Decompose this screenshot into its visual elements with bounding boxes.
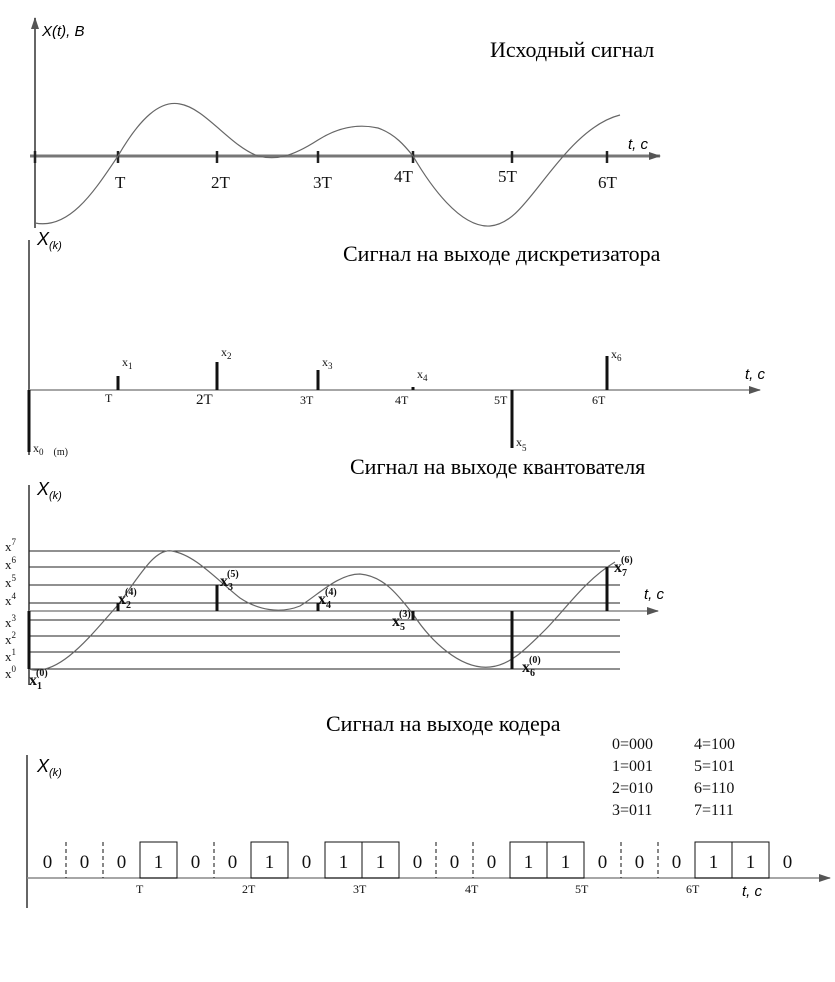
p3-title: Сигнал на выходе квантователя: [350, 454, 646, 479]
p1-signal-curve: [35, 103, 620, 226]
p2-tick-label-4T: 4T: [395, 393, 409, 407]
p1-tick-label-4T: 4T: [394, 167, 413, 186]
p3-level-label-2: $x^2$: [5, 630, 16, 647]
bit-label-9: 1: [375, 852, 386, 873]
p4-tick-label-4T: 4T: [465, 882, 479, 896]
p1-y-label: X(t), B: [42, 23, 85, 40]
p3-sample-label-1: $x_1(0)$: [29, 668, 48, 692]
p2-tick-label-5T: 5T: [494, 393, 508, 407]
bit-label-0: 0: [42, 852, 53, 873]
bit-label-4: 0: [190, 852, 201, 873]
p2-sample-label-5: $x_5$: [516, 435, 527, 453]
bit-label-3: 1: [153, 852, 164, 873]
p4-code-4: 4=100: [694, 736, 736, 753]
bit-label-6: 1: [264, 852, 275, 873]
panel-coder-output: [27, 711, 830, 908]
p3-level-label-4: $x^4$: [5, 591, 16, 608]
bit-label-7: 0: [301, 852, 312, 873]
p4-code-1: 1=001: [612, 758, 654, 775]
p4-code-5: 5=101: [694, 758, 736, 775]
p2-title: Сигнал на выходе дискретизатора: [343, 241, 661, 266]
p1-tick-label-T: T: [115, 173, 126, 192]
p3-x-label: t, c: [644, 586, 665, 603]
p2-tick-label-T: T: [105, 391, 113, 405]
bit-label-17: 0: [671, 852, 682, 873]
p2-sample-label-0: $x_0$ (m): [33, 441, 68, 458]
p4-code-7: 7=111: [694, 802, 734, 819]
p4-tick-label-3T: 3T: [353, 882, 367, 896]
p1-tick-label-3T: 3T: [313, 173, 332, 192]
bit-label-11: 0: [449, 852, 460, 873]
bit-label-14: 1: [560, 852, 571, 873]
p4-code-2: 2=010: [612, 780, 654, 797]
bit-label-12: 0: [486, 852, 497, 873]
p2-tick-label-2T: 2T: [196, 392, 213, 408]
bit-label-1: 0: [79, 852, 90, 873]
p2-x-label: t, c: [745, 366, 766, 383]
p1-x-label: t, c: [628, 136, 649, 153]
p1-tick-label-6T: 6T: [598, 173, 617, 192]
p2-tick-label-3T: 3T: [300, 393, 314, 407]
p2-sample-label-6: $x_6$: [611, 347, 622, 363]
p3-level-label-0: $x^0$: [5, 664, 16, 681]
p2-tick-label-6T: 6T: [592, 393, 606, 407]
panel-sampler-output: [29, 229, 766, 458]
bit-label-18: 1: [708, 852, 719, 873]
p2-sample-label-3: $x_3$: [322, 355, 333, 371]
p2-y-label: $X_{(k)}$: [37, 229, 62, 252]
bit-label-2: 0: [116, 852, 127, 873]
bit-label-15: 0: [597, 852, 608, 873]
p1-title: Исходный сигнал: [490, 37, 655, 62]
bit-label-8: 1: [338, 852, 349, 873]
p3-sample-label-4: $x_4(4)$: [318, 587, 337, 611]
p3-sample-label-2: $x_2(4)$: [118, 587, 137, 611]
bit-label-10: 0: [412, 852, 423, 873]
p3-sample-label-3: $x_3(5)$: [220, 569, 239, 593]
bit-label-20: 0: [782, 852, 793, 873]
p4-title: Сигнал на выходе кодера: [326, 711, 561, 736]
panel-quantizer-output: [5, 454, 665, 692]
p4-tick-label-6T: 6T: [686, 882, 700, 896]
p1-tick-label-2T: 2T: [211, 173, 230, 192]
bit-label-19: 1: [745, 852, 756, 873]
p4-code-3: 3=011: [612, 802, 653, 819]
p4-x-label: t, c: [742, 883, 763, 900]
p4-code-6: 6=110: [694, 780, 735, 797]
p4-code-0: 0=000: [612, 736, 654, 753]
panel-source-signal: [30, 18, 660, 228]
p2-sample-label-2: $x_2$: [221, 345, 232, 361]
p3-sample-label-6: $x_6(0)$: [522, 655, 541, 679]
p3-level-label-6: $x^6$: [5, 555, 16, 572]
p1-tick-label-5T: 5T: [498, 167, 517, 186]
p3-sample-label-7: $x_7(6)$: [614, 555, 633, 579]
bit-label-16: 0: [634, 852, 645, 873]
p4-bit-boxes: [43, 842, 793, 878]
p3-level-label-7: $x^7$: [5, 537, 16, 554]
bit-label-13: 1: [523, 852, 534, 873]
p4-tick-label-5T: 5T: [575, 882, 589, 896]
p2-sample-label-4: $x_4$: [417, 367, 428, 383]
p3-y-label: $X_{(k)}$: [37, 479, 62, 502]
p3-sample-label-5: $x_5(3)$: [392, 609, 411, 633]
p3-level-label-5: $x^5$: [5, 573, 16, 590]
p2-sample-label-1: $x_1$: [122, 355, 133, 371]
p4-tick-label-T: T: [136, 882, 144, 896]
p4-y-label: $X_{(k)}$: [37, 756, 62, 779]
bit-label-5: 0: [227, 852, 238, 873]
p3-level-label-1: $x^1$: [5, 647, 16, 664]
p3-level-label-3: $x^3$: [5, 613, 16, 630]
p4-tick-label-2T: 2T: [242, 882, 256, 896]
